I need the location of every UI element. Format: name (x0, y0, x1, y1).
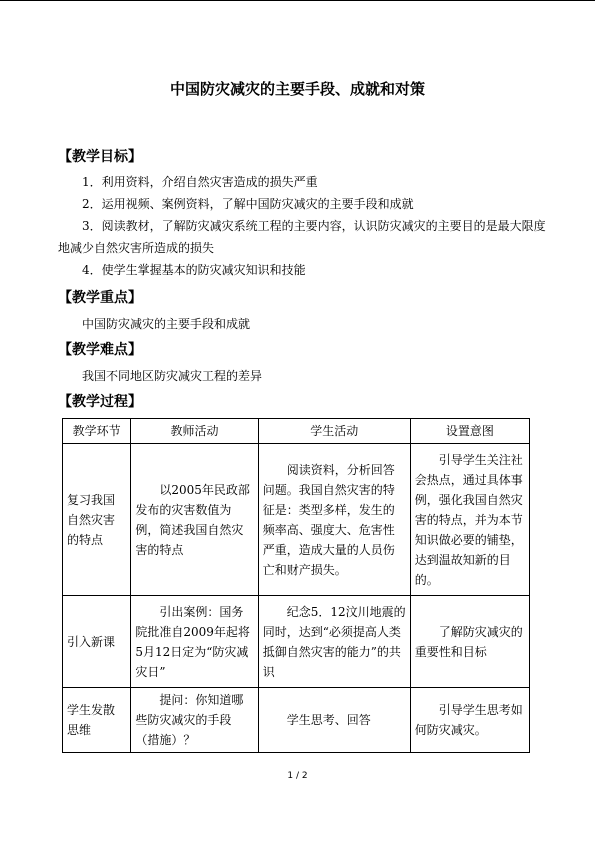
objective-item-continued: 地减少自然灾害所造成的损失 (58, 241, 215, 255)
table-cell: 引入新课 (63, 596, 131, 688)
table-cell: 引导学生关注社会热点，通过具体事例，强化我国自然灾害的特点，并为本节知识做必要的铺垫，达到温故知新的目的。 (410, 444, 529, 596)
table-cell: 了解防灾减灾的重要性和目标 (410, 596, 529, 688)
objective-item: 4．使学生掌握基本的防灾减灾知识和技能 (82, 263, 306, 277)
table-cell: 以2005年民政部发布的灾害数值为例，简述我国自然灾害的特点 (131, 444, 258, 596)
top-rule (0, 0, 595, 1)
table-row (63, 444, 530, 596)
document-title: 中国防灾减灾的主要手段、成就和对策 (169, 80, 425, 98)
header-cell: 学生活动 (258, 419, 410, 444)
objectives-heading: 【教学目标】 (58, 149, 142, 165)
header-cell: 教学环节 (63, 419, 131, 444)
process-table (62, 418, 530, 753)
header-cell: 设置意图 (410, 419, 529, 444)
table-cell: 阅读资料，分析回答问题。我国自然灾害的特征是：类型多样，发生的频率高、强度大、危害性严重，造成大量的人员伤亡和财产损失。 (258, 444, 410, 596)
objective-item: 3．阅读教材，了解防灾减灾系统工程的主要内容，认识防灾减灾的主要目的是最大限度 (82, 219, 546, 233)
table-cell: 提问：你知道哪些防灾减灾的手段（措施）？ (131, 688, 258, 753)
table-cell: 纪念5．12汶川地震的同时，达到“必须提高人类抵御自然灾害的能力”的共识 (258, 596, 410, 688)
key-points-text: 中国防灾减灾的主要手段和成就 (82, 317, 251, 331)
table-row (63, 596, 530, 688)
difficulties-text: 我国不同地区防灾减灾工程的差异 (82, 369, 263, 383)
process-heading: 【教学过程】 (58, 394, 142, 410)
table-cell: 引出案例：国务院批准自2009年起将5月12日定为“防灾减灾日” (131, 596, 258, 688)
key-points-heading: 【教学重点】 (58, 290, 142, 306)
objective-item: 1．利用资料，介绍自然灾害造成的损失严重 (82, 175, 318, 189)
page-number: 1 / 2 (287, 771, 308, 781)
table-cell: 复习我国自然灾害的特点 (63, 444, 131, 596)
table-header-row (63, 419, 530, 444)
header-cell: 教师活动 (131, 419, 258, 444)
objective-item: 2．运用视频、案例资料，了解中国防灾减灾的主要手段和成就 (82, 197, 414, 211)
table-cell: 学生思考、回答 (258, 688, 410, 753)
table-row (63, 688, 530, 753)
table-cell: 学生发散思维 (63, 688, 131, 753)
difficulties-heading: 【教学难点】 (58, 342, 142, 358)
table-cell: 引导学生思考如何防灾减灾。 (410, 688, 529, 753)
